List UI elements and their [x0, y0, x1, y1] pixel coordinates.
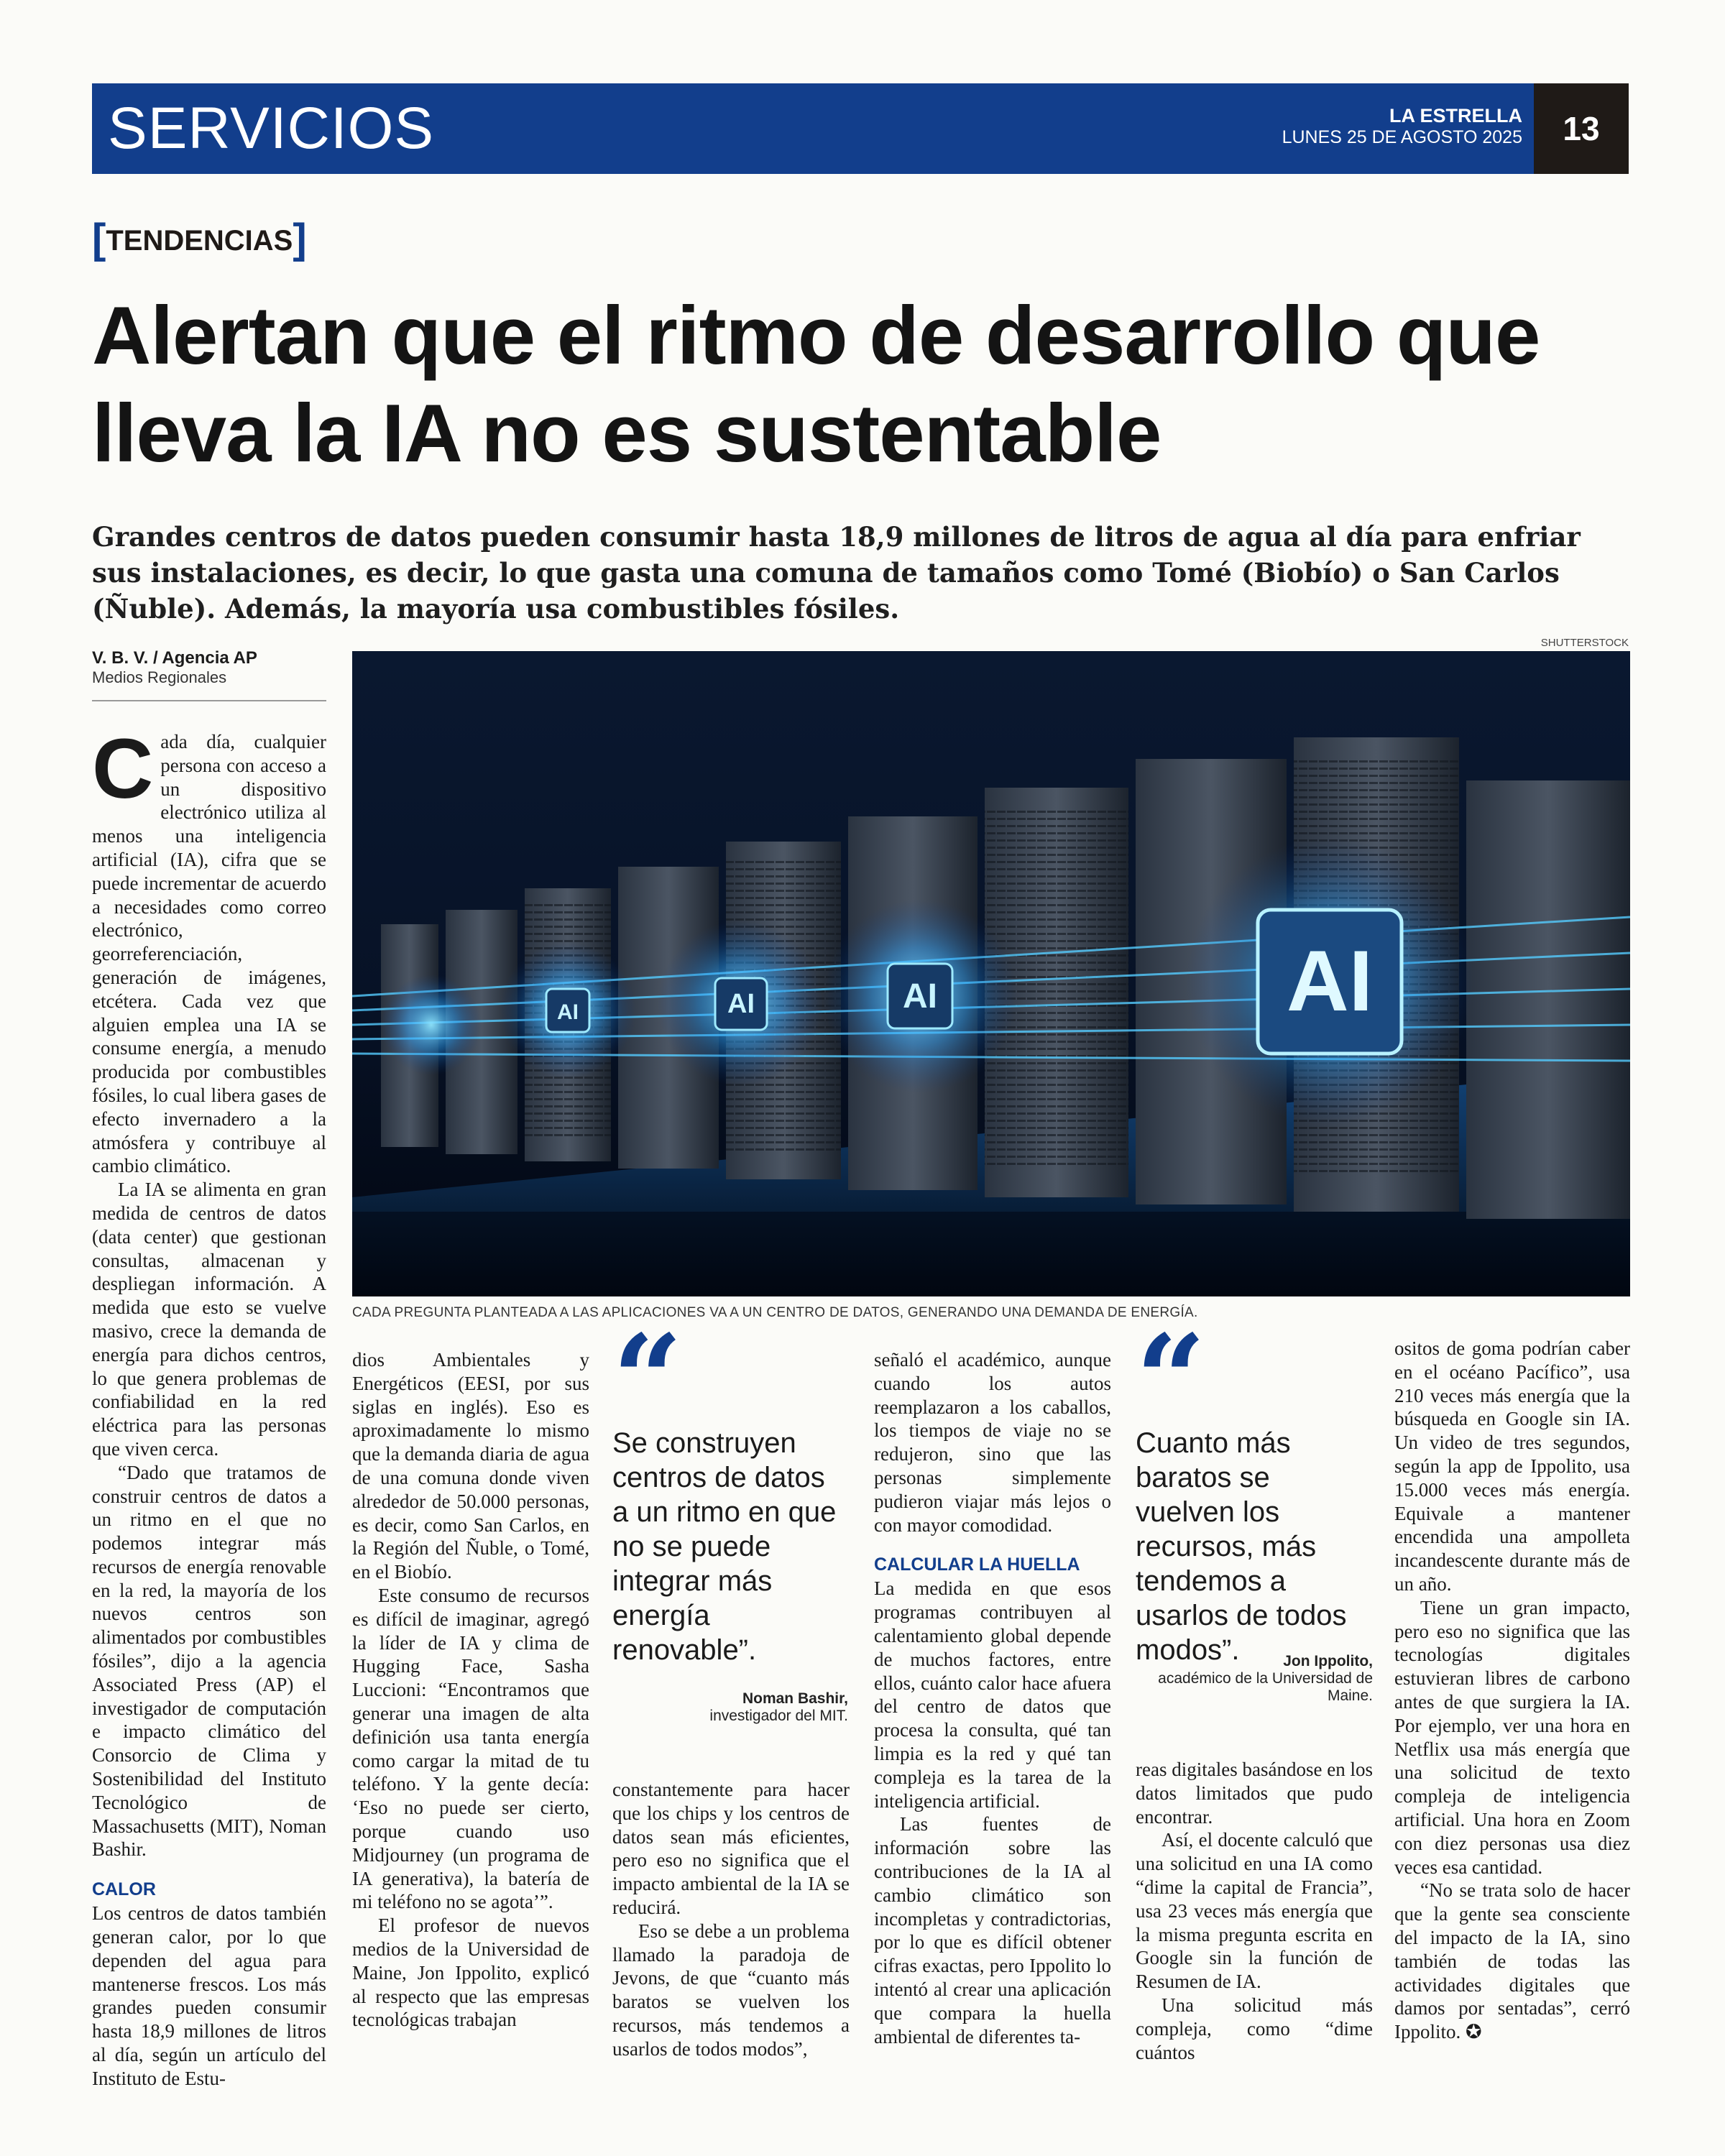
paragraph: Las fuentes de información sobre las contribuciones de la IA al cambio climático son incompletas y contradictorias, por lo que es difícil obtener cifras exactas, pero Ippolito lo intentó al crear una aplicación que compara la huella ambiental de diferentes ta- — [874, 1813, 1111, 2047]
column-3 — [612, 1778, 850, 2061]
masthead — [1282, 105, 1522, 148]
byline-author: V. B. V. / Agencia AP — [92, 648, 257, 668]
kicker-bracket-close: ] — [293, 216, 307, 262]
photo-caption: CADA PREGUNTA PLANTEADA A LAS APLICACIONES VA A UN CENTRO DE DATOS, GENERANDO UNA DEMANDA DE ENERGÍA. — [352, 1305, 1198, 1320]
quote-attribution: Jon Ippolito, académico de la Universidad de Maine. — [1158, 1653, 1373, 1704]
quote-mark-icon: “ — [612, 1308, 671, 1452]
quote-text: Se construyen centros de datos a un ritmo en que no se puede integrar más energía renovable”. — [612, 1427, 837, 1666]
paragraph: constantemente para hacer que los chips y los centros de datos sean más eficientes, pero eso no significa que el impacto ambiental de la IA se reducirá. — [612, 1779, 850, 1918]
paragraph: Una solicitud más compleja, como “dime cuántos — [1136, 1994, 1373, 2063]
data-center-illustration — [352, 651, 1630, 1296]
kicker-label: TENDENCIAS — [106, 225, 293, 257]
svg-text:AI: AI — [727, 989, 755, 1019]
quote-text: Cuanto más baratos se vuelven los recursos, más tendemos a usarlos de todos modos”. — [1136, 1427, 1347, 1666]
svg-text:AI: AI — [1287, 933, 1373, 1029]
column-6 — [1394, 1337, 1630, 2044]
deck: Grandes centros de datos pueden consumir hasta 18,9 millones de litros de agua al día para enfriar sus instalaciones, es decir, lo que gasta una comuna de tamaños como Tomé (Biobío) o San Carlos (Ñuble). Además, la mayoría usa combustibles fósiles. — [92, 521, 1581, 625]
column-2 — [352, 1348, 589, 2032]
quote-attribution: Noman Bashir, investigador del MIT. — [709, 1690, 848, 1724]
column-1 — [92, 722, 326, 2091]
section-title: SERVICIOS — [108, 96, 435, 161]
paragraph: La medida en que esos programas contribuyen al calentamiento global depende de muchos factores, entre ellos, cuánto calor hace afuera del centro de datos que procesa la consulta, qué tan limpia es la red y qué tan compleja es la tarea de la inteligencia artificial. — [874, 1577, 1111, 1812]
paragraph: Cada día, cualquier persona con acceso a un dispositivo electrónico utiliza al menos una inteligencia artificial (IA), cifra que se puede incrementar de acuerdo a necesidades como correo electrónico, georreferenciación, generación de imágenes, etcétera. Cada vez que alguien emplea una IA se consume energía, a menudo producida por combustibles fósiles, lo cual libera gases de efecto invernadero a la atmósfera y contribuye al cambio climático. — [92, 722, 326, 1177]
lead-photo — [352, 651, 1630, 1296]
byline — [92, 648, 257, 687]
paragraph: ositos de goma podrían caber en el océano Pacífico”, usa 210 veces más energía que la búsqueda en Google sin IA. Un video de tres segundos, según la app de Ippolito, usa 15.000 veces más energía. Equivale a mantener encendida una ampolleta incandescente durante más de un año. — [1394, 1337, 1630, 1595]
headline: Alertan que el ritmo de desarrollo que lleva la IA no es sustentable — [92, 290, 1540, 479]
photo-credit: SHUTTERSTOCK — [1540, 637, 1629, 649]
subhead-calcular-la-huella: CALCULAR LA HUELLA — [874, 1554, 1080, 1575]
column-5 — [1136, 1758, 1373, 2064]
issue-date: LUNES 25 DE AGOSTO 2025 — [1282, 127, 1522, 147]
paragraph: Tiene un gran impacto, pero eso no significa que las tecnologías digitales estuvieran libres de carbono antes de que surgiera la IA. Por ejemplo, ver una hora en Netflix usa más energía que una solicitud de texto compleja de inteligencia artificial. Una hora en Zoom con diez personas usa diez veces esa cantidad. — [1394, 1596, 1630, 1878]
paragraph: Así, el docente calculó que una solicitud en una IA como “dime la capital de Francia”, usa 23 veces más energía que la misma pregunta escrita en Google sin la función de Resumen de IA. — [1136, 1829, 1373, 1993]
paragraph: Este consumo de recursos es difícil de imaginar, agregó la líder de IA y clima de Hugging Face, Sasha Luccioni: “Encontramos que generar una imagen de alta definición usa tanta energía como cargar la mitad de tu teléfono. Y la gente decía: ‘Eso no puede ser cierto, porque cuando uso Midjourney (un programa de IA generativa), la batería de mi teléfono no se agota’”. — [352, 1584, 589, 1913]
pull-quote-bashir — [612, 1308, 848, 1739]
kicker — [92, 218, 307, 262]
paragraph: “Dado que tratamos de construir centros de datos a un ritmo en el que no podemos integrar más recursos de energía renovable en la red, la mayoría de los nuevos centros son alimentados por combustibles fósiles”, dijo a la agencia Associated Press (AP) el investigador de computación e impacto climático del Consorcio de Clima y Sostenibilidad del Instituto Tecnológico de Massachusetts (MIT), Noman Bashir. — [92, 1461, 326, 1861]
drop-cap: C — [92, 722, 154, 816]
paragraph: El profesor de nuevos medios de la Universidad de Maine, Jon Ippolito, explicó al respecto que las empresas tecnológicas trabajan — [352, 1915, 589, 2031]
newspaper-name: LA ESTRELLA — [1389, 105, 1522, 126]
kicker-bracket-open: [ — [92, 216, 106, 262]
page-number: 13 — [1534, 83, 1629, 174]
byline-rule — [92, 700, 326, 701]
paragraph: reas digitales basándose en los datos limitados que pudo encontrar. — [1136, 1759, 1373, 1828]
paragraph: Los centros de datos también generan calor, por lo que dependen del agua para mantenerse frescos. Los más grandes pueden consumir hasta 18,9 millones de litros al día, según un artículo del Instituto de Estu- — [92, 1902, 326, 2089]
paragraph: dios Ambientales y Energéticos (EESI, por sus siglas en inglés). Eso es aproximadamente lo mismo que la demanda diaria de agua de una comuna donde viven alrededor de 50.000 personas, es decir, como San Carlos, en la Región del Ñuble, o Tomé, en el Biobío. — [352, 1349, 589, 1583]
column-4 — [874, 1348, 1111, 2048]
svg-text:AI: AI — [557, 1000, 579, 1024]
paragraph: “No se trata solo de hacer que la gente sea consciente del impacto de la IA, sino también de todas las actividades digitales que damos por sentadas”, cerró Ippolito. ✪ — [1394, 1879, 1630, 2043]
pull-quote-ippolito — [1136, 1308, 1373, 1710]
paragraph: La IA se alimenta en gran medida de centros de datos (data center) que gestionan consultas, almacenan y despliegan información. A medida que esto se vuelve masivo, crece la demanda de energía para dichos centros, lo que genera problemas de confiabilidad en la red eléctrica para las personas que viven cerca. — [92, 1179, 326, 1460]
paragraph: señaló el académico, aunque cuando los autos reemplazaron a los caballos, los tiempos de viaje no se redujeron, sino que las personas simplemente pudieron viajar más lejos o con mayor comodidad. — [874, 1349, 1111, 1536]
subhead-calor: CALOR — [92, 1879, 156, 1900]
paragraph: Eso se debe a un problema llamado la paradoja de Jevons, de que “cuanto más baratos se vuelven los recursos, más tendemos a usarlos de todos modos”, — [612, 1920, 850, 2060]
quote-mark-icon: “ — [1136, 1308, 1195, 1452]
svg-text:AI: AI — [903, 977, 937, 1015]
byline-org: Medios Regionales — [92, 668, 227, 686]
